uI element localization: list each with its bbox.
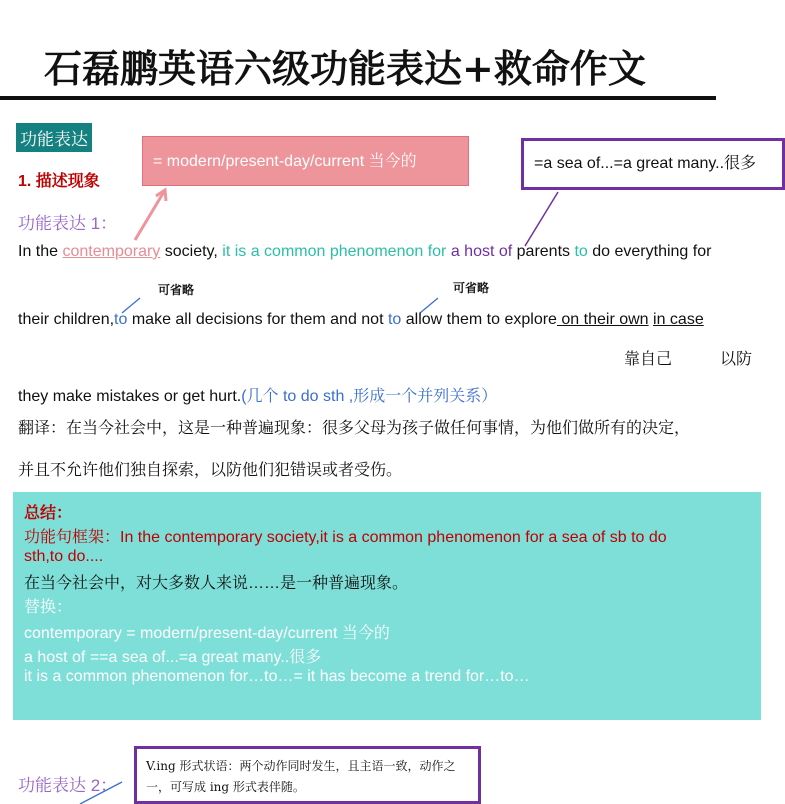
expression-label-2: 功能表达 2： xyxy=(18,776,118,795)
frame-line xyxy=(24,524,667,547)
sentence-line-2 xyxy=(18,311,704,329)
grammar-note-box: V.ing 形式状语：两个动作同时发生，且主语一致，动作之一，可写成 ing 形式表伴随。 xyxy=(134,746,481,804)
summary-heading: 总结： xyxy=(24,505,73,522)
highlight-contemporary: contemporary xyxy=(62,243,161,260)
frame-label: 功能句框架： xyxy=(24,529,121,546)
frame-cn: 在当今社会中，对大多数人来说……是一种普遍现象。 xyxy=(24,575,409,592)
text: society, xyxy=(160,243,223,260)
text: they make mistakes or get hurt. xyxy=(18,388,242,405)
summary-panel xyxy=(13,492,761,720)
parallel-note: (几个 to do sth ,形成一个并列关系） xyxy=(241,388,498,405)
highlight-to: to xyxy=(387,311,402,328)
text: In the xyxy=(18,243,63,260)
omit-note-1: 可省略 xyxy=(158,283,195,297)
frame-line-2: sth,to do.... xyxy=(24,548,104,565)
underline-on-their-own: on their own xyxy=(556,311,649,328)
highlight-phenomenon: it is a common phenomenon for xyxy=(222,243,451,260)
gloss-in-case: 以防 xyxy=(720,349,753,368)
replacement-item: a host of ==a sea of...=a great many..很多 xyxy=(24,649,322,666)
highlight-to: to xyxy=(574,243,588,260)
expression-label-1: 功能表达 1： xyxy=(18,214,118,233)
synonym-callout-purple: =a sea of...=a great many..很多 xyxy=(521,138,785,190)
gloss-on-their-own: 靠自己 xyxy=(624,349,673,368)
sentence-line-3 xyxy=(18,383,497,406)
synonym-callout-pink: = modern/present-day/current 当今的 xyxy=(142,136,469,186)
translation-line-1: 翻译：在当今社会中，这是一种普遍现象：很多父母为孩子做任何事情，为他们做所有的决定， xyxy=(18,418,691,437)
frame-text: In the contemporary society,it is a common phenomenon for a sea of sb to do xyxy=(120,529,667,546)
translation-line-2: 并且不允许他们独自探索，以防他们犯错误或者受伤。 xyxy=(18,460,403,479)
text: their children, xyxy=(18,311,115,328)
page-title: 石磊鹏英语六级功能表达+救命作文 xyxy=(44,46,646,91)
sentence-line-1 xyxy=(18,243,711,261)
highlight-to: to xyxy=(114,311,128,328)
highlight-host-of: a host of xyxy=(450,243,513,260)
text: do everything for xyxy=(587,243,712,260)
section-heading: 1. 描述现象 xyxy=(18,173,100,190)
text: make all decisions for them and not xyxy=(127,311,388,328)
underline-in-case: in case xyxy=(653,311,704,328)
text: allow them to explore xyxy=(401,311,557,328)
omit-note-2: 可省略 xyxy=(453,281,490,295)
replacement-item: contemporary = modern/present-day/current 当今的 xyxy=(24,625,390,642)
replace-label: 替换： xyxy=(24,599,73,616)
section-tag: 功能表达 xyxy=(16,123,92,152)
replacement-item: it is a common phenomenon for…to…= it has become a trend for…to… xyxy=(24,668,530,685)
text: parents xyxy=(512,243,575,260)
